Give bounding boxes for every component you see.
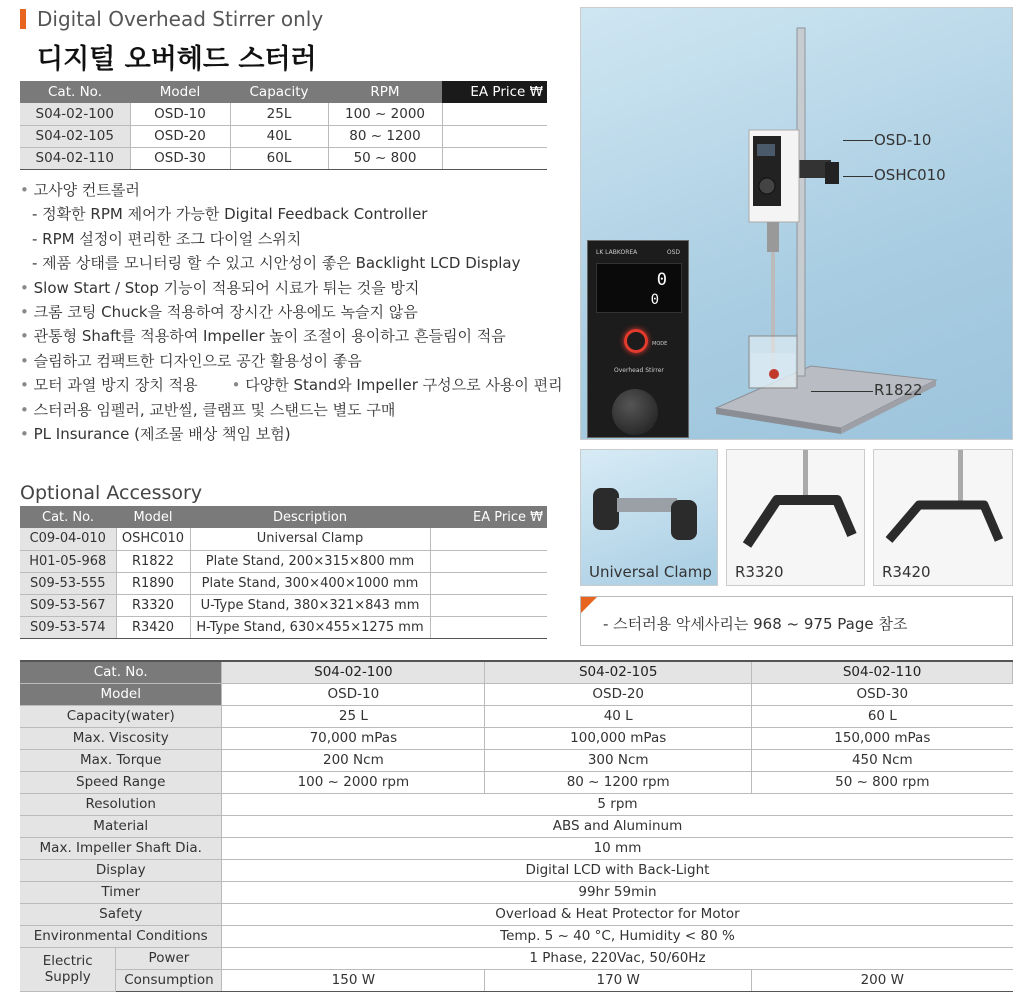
cell-capacity: 40L	[230, 125, 328, 147]
spec-cell: S04-02-110	[752, 661, 1013, 683]
spec-label-display: Display	[20, 859, 222, 881]
page-title-english: Digital Overhead Stirrer only	[37, 7, 324, 31]
photo-label-oshc010: OSHC010	[874, 166, 946, 184]
optional-accessory-title: Optional Accessory	[20, 482, 203, 504]
table-row	[20, 594, 547, 616]
cell-capacity: 25L	[230, 103, 328, 125]
cell-model: OSD-10	[130, 103, 230, 125]
cell-price	[430, 550, 547, 572]
spec-label-speed: Speed Range	[20, 771, 222, 793]
feature-item: • Slow Start / Stop 기능이 적용되어 시료가 튀는 것을 방지	[20, 278, 420, 297]
spec-cell: 100 ~ 2000 rpm	[222, 771, 485, 793]
feature-item: • 슬림하고 컴팩트한 디자인으로 공간 활용성이 좋음	[20, 351, 362, 370]
spec-row-consumption	[20, 969, 1013, 991]
product-photo	[580, 7, 1013, 440]
spec-cell: 5 rpm	[222, 793, 1013, 815]
cell-model: OSD-30	[130, 147, 230, 169]
header-model: Model	[130, 81, 230, 103]
spec-row-power	[20, 947, 1013, 969]
note-corner-accent	[581, 597, 597, 613]
panel-mode-label: MODE	[652, 341, 668, 347]
cell-model: R1890	[116, 572, 190, 594]
spec-cell: 50 ~ 800 rpm	[752, 771, 1013, 793]
cell-rpm: 50 ~ 800	[328, 147, 442, 169]
spec-row-env	[20, 925, 1013, 947]
spec-label-electric: Electric Supply	[20, 947, 116, 991]
cell-model: OSD-20	[130, 125, 230, 147]
catalog-table	[20, 81, 547, 170]
feature-list	[20, 178, 563, 446]
spec-cell: S04-02-100	[222, 661, 485, 683]
cell-cat-no: S09-53-574	[20, 616, 116, 638]
photo-label-osd10: OSD-10	[874, 131, 932, 149]
cell-price	[430, 594, 547, 616]
spec-cell: OSD-10	[222, 683, 485, 705]
header-capacity: Capacity	[230, 81, 328, 103]
cell-price	[442, 147, 547, 169]
mode-button-icon	[624, 329, 648, 353]
spec-row-shaft	[20, 837, 1013, 859]
specification-table	[20, 660, 1013, 992]
spec-row-display	[20, 859, 1013, 881]
feature-item: • PL Insurance (제조물 배상 책임 보험)	[20, 425, 291, 444]
header-cat-no: Cat. No.	[20, 81, 130, 103]
cell-description: H-Type Stand, 630×455×1275 mm	[190, 616, 430, 638]
page-title-korean: 디지털 오버헤드 스터러	[37, 44, 317, 75]
cell-cat-no: H01-05-968	[20, 550, 116, 572]
lcd-rpm-value-1: 0	[656, 270, 667, 290]
label-leader-line	[843, 176, 873, 177]
feature-item: • 모터 과열 방지 장치 적용 • 다양한 Stand와 Impeller 구성으로 사용이 편리	[20, 376, 563, 395]
cell-description: Universal Clamp	[190, 528, 430, 550]
feature-subitem: - RPM 설정이 편리한 조그 다이얼 스위치	[32, 229, 302, 248]
label-leader-line	[811, 391, 873, 392]
spec-label-power: Power	[116, 947, 222, 969]
feature-item: • 관통형 Shaft를 적용하여 Impeller 높이 조절이 용이하고 흔들림이 적음	[20, 327, 506, 346]
cell-cat-no: S04-02-100	[20, 103, 130, 125]
h-stand-illustration	[874, 450, 1013, 560]
spec-row-model	[20, 683, 1013, 705]
spec-label-model: Model	[20, 683, 222, 705]
spec-row-viscosity	[20, 727, 1013, 749]
spec-label-shaft: Max. Impeller Shaft Dia.	[20, 837, 222, 859]
spec-row-timer	[20, 881, 1013, 903]
feature-subitem: - 정확한 RPM 제어가 가능한 Digital Feedback Controller	[32, 205, 428, 224]
spec-label-cat: Cat. No.	[20, 661, 222, 683]
spec-cell: 150,000 mPas	[752, 727, 1013, 749]
accessory-label-clamp: Universal Clamp	[589, 563, 712, 581]
spec-label-viscosity: Max. Viscosity	[20, 727, 222, 749]
spec-row-capacity	[20, 705, 1013, 727]
accessory-image-clamp	[580, 449, 718, 586]
cell-price	[442, 125, 547, 147]
note-text: - 스터러용 악세사리는 968 ~ 975 Page 참조	[603, 615, 908, 633]
spec-cell: 450 Ncm	[752, 749, 1013, 771]
table-row	[20, 572, 547, 594]
spec-cell: 10 mm	[222, 837, 1013, 859]
feature-item: • 크롬 코팅 Chuck을 적용하여 장시간 사용에도 녹슬지 않음	[20, 303, 418, 322]
cell-model: OSHC010	[116, 528, 190, 550]
cell-description: Plate Stand, 200×315×800 mm	[190, 550, 430, 572]
spec-cell: OSD-30	[752, 683, 1013, 705]
spec-cell: 200 W	[752, 969, 1013, 991]
photo-label-r1822: R1822	[874, 381, 923, 399]
table-row	[20, 550, 547, 572]
cell-price	[442, 103, 547, 125]
optional-accessory-table	[20, 506, 547, 639]
spec-cell: 70,000 mPas	[222, 727, 485, 749]
spec-cell: Overload & Heat Protector for Motor	[222, 903, 1013, 925]
note-box	[580, 596, 1013, 646]
lcd-screen	[596, 263, 682, 313]
spec-cell: 150 W	[222, 969, 485, 991]
table-row	[20, 616, 547, 638]
accessory-label-r3320: R3320	[735, 563, 784, 581]
spec-label-consumption: Consumption	[116, 969, 222, 991]
spec-cell: 100,000 mPas	[485, 727, 752, 749]
cell-cat-no: S04-02-110	[20, 147, 130, 169]
cell-price	[430, 528, 547, 550]
spec-label-env: Environmental Conditions	[20, 925, 222, 947]
cell-price	[430, 616, 547, 638]
cell-model: R3320	[116, 594, 190, 616]
cell-price	[430, 572, 547, 594]
cell-cat-no: S09-53-555	[20, 572, 116, 594]
jog-dial-icon	[612, 389, 658, 435]
cell-rpm: 100 ~ 2000	[328, 103, 442, 125]
spec-cell: 80 ~ 1200 rpm	[485, 771, 752, 793]
label-leader-line	[843, 140, 873, 141]
spec-cell: 40 L	[485, 705, 752, 727]
table-row	[20, 103, 547, 125]
cell-model: R1822	[116, 550, 190, 572]
accessory-image-r3420	[873, 449, 1013, 586]
spec-cell: Digital LCD with Back-Light	[222, 859, 1013, 881]
accessory-image-r3320	[726, 449, 865, 586]
spec-row-cat	[20, 661, 1013, 683]
accessory-label-r3420: R3420	[882, 563, 931, 581]
panel-model: OSD	[666, 249, 680, 256]
cell-rpm: 80 ~ 1200	[328, 125, 442, 147]
header-price: EA Price ₩	[430, 506, 547, 528]
spec-cell: 1 Phase, 220Vac, 50/60Hz	[222, 947, 1013, 969]
header-rpm: RPM	[328, 81, 442, 103]
spec-cell: 170 W	[485, 969, 752, 991]
lcd-rpm-value-2: 0	[650, 292, 659, 308]
spec-label-torque: Max. Torque	[20, 749, 222, 771]
spec-label-capacity: Capacity(water)	[20, 705, 222, 727]
title-accent-bar	[20, 9, 26, 29]
spec-row-speed	[20, 771, 1013, 793]
spec-label-material: Material	[20, 815, 222, 837]
spec-cell: 300 Ncm	[485, 749, 752, 771]
panel-caption: Overhead Stirrer	[614, 367, 664, 374]
feature-item: • 스터러용 임펠러, 교반씰, 클램프 및 스탠드는 별도 구매	[20, 400, 396, 419]
feature-item: • 고사양 컨트롤러	[20, 181, 140, 199]
spec-cell: 99hr 59min	[222, 881, 1013, 903]
clamp-illustration	[581, 450, 718, 560]
u-stand-illustration	[727, 450, 865, 560]
table-header-row	[20, 81, 547, 103]
table-row	[20, 125, 547, 147]
spec-label-timer: Timer	[20, 881, 222, 903]
cell-capacity: 60L	[230, 147, 328, 169]
table-row	[20, 528, 547, 550]
spec-cell: 60 L	[752, 705, 1013, 727]
spec-row-safety	[20, 903, 1013, 925]
cell-cat-no: S09-53-567	[20, 594, 116, 616]
header-description: Description	[190, 506, 430, 528]
header-model: Model	[116, 506, 190, 528]
spec-cell: 200 Ncm	[222, 749, 485, 771]
display-panel-inset	[587, 240, 689, 438]
spec-cell: ABS and Aluminum	[222, 815, 1013, 837]
header-price: EA Price ₩	[442, 81, 547, 103]
table-header-row	[20, 506, 547, 528]
spec-row-torque	[20, 749, 1013, 771]
spec-row-resolution	[20, 793, 1013, 815]
header-cat-no: Cat. No.	[20, 506, 116, 528]
spec-row-material	[20, 815, 1013, 837]
spec-cell: 25 L	[222, 705, 485, 727]
spec-cell: OSD-20	[485, 683, 752, 705]
cell-cat-no: C09-04-010	[20, 528, 116, 550]
cell-description: Plate Stand, 300×400×1000 mm	[190, 572, 430, 594]
spec-cell: S04-02-105	[485, 661, 752, 683]
panel-brand: LK LABKOREA	[596, 249, 638, 256]
feature-subitem: - 제품 상태를 모니터링 할 수 있고 시안성이 좋은 Backlight LCD Display	[32, 254, 521, 273]
cell-cat-no: S04-02-105	[20, 125, 130, 147]
table-row	[20, 147, 547, 169]
cell-description: U-Type Stand, 380×321×843 mm	[190, 594, 430, 616]
spec-cell: Temp. 5 ~ 40 °C, Humidity < 80 %	[222, 925, 1013, 947]
spec-label-safety: Safety	[20, 903, 222, 925]
cell-model: R3420	[116, 616, 190, 638]
spec-label-resolution: Resolution	[20, 793, 222, 815]
